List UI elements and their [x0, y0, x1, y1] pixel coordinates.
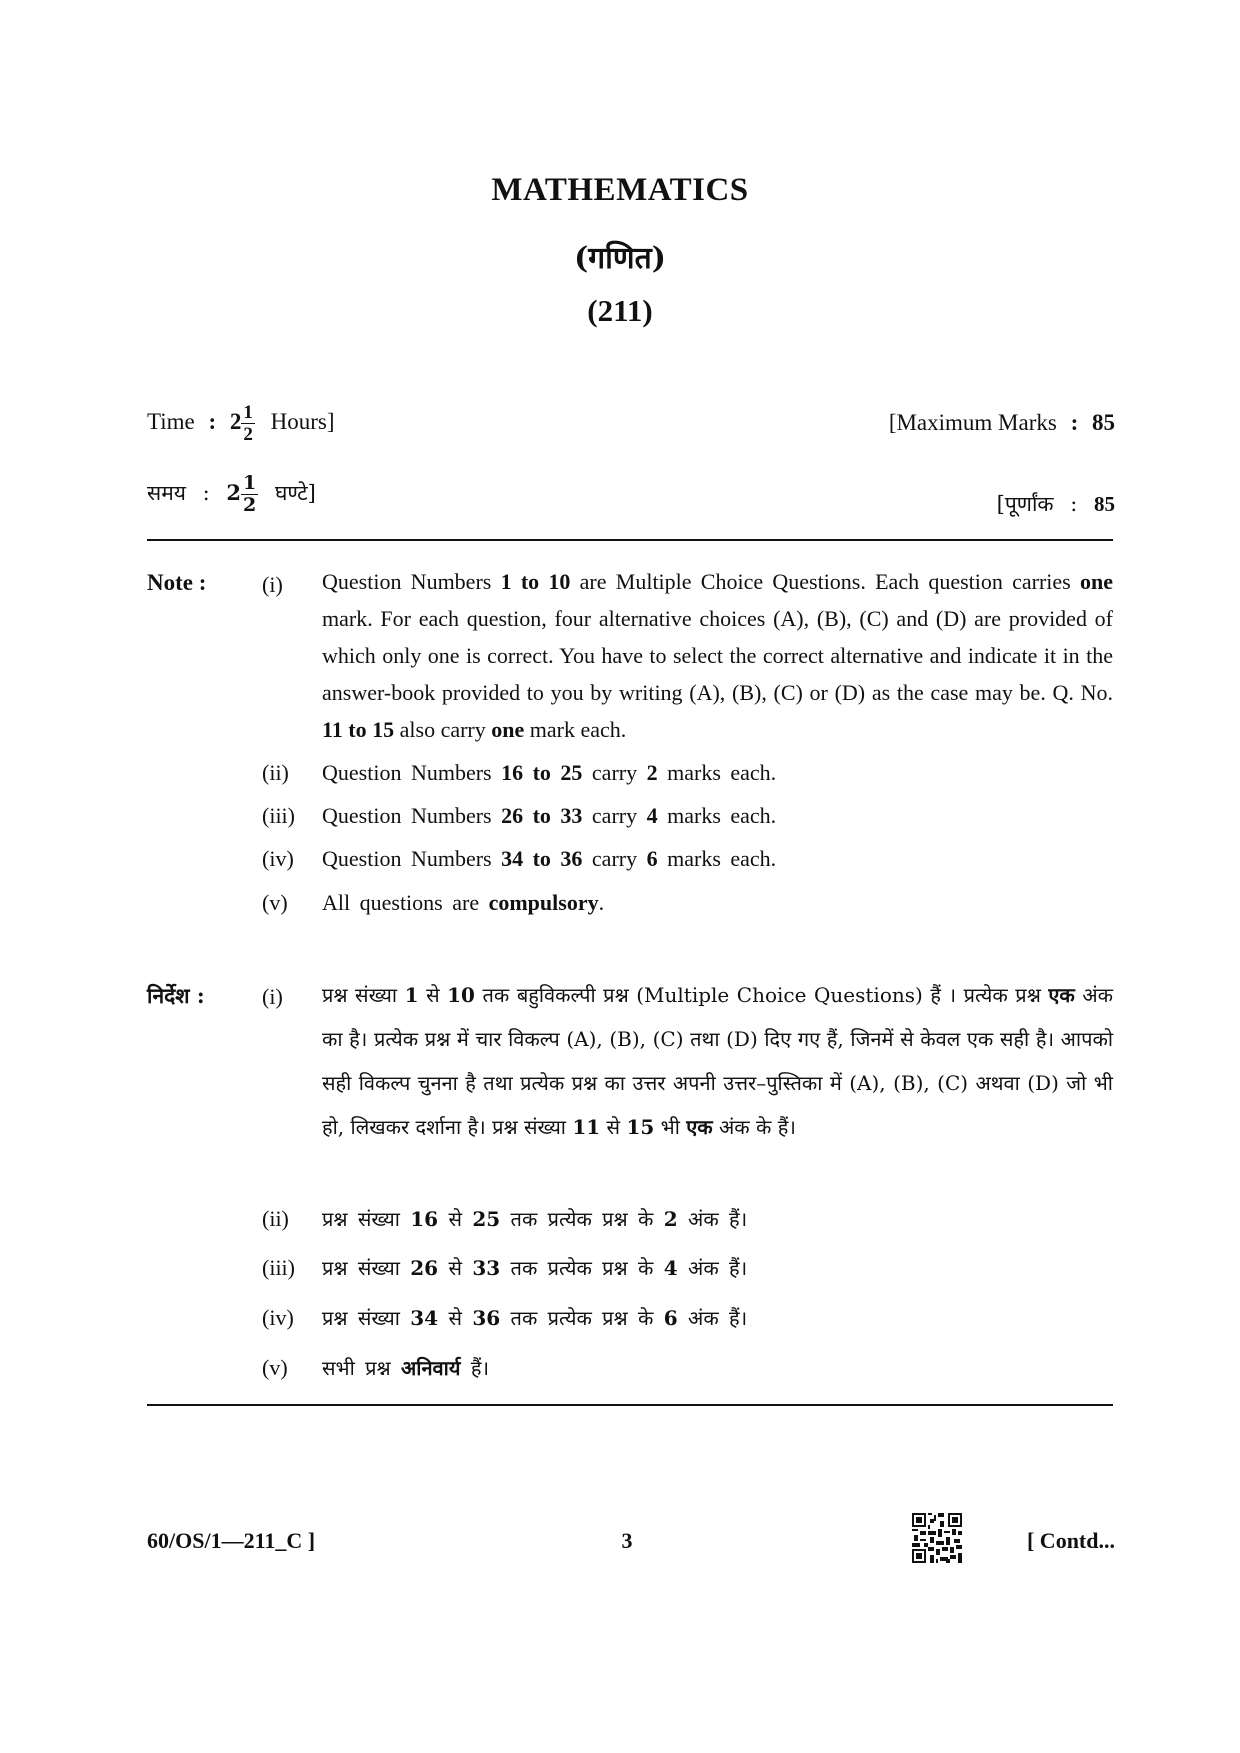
text: तक प्रत्येक प्रश्न के — [500, 1256, 664, 1280]
text: प्रश्न संख्या — [322, 1256, 411, 1280]
bold-text: 26 — [410, 1256, 439, 1280]
text: से — [438, 1306, 473, 1330]
top-divider — [147, 539, 1113, 541]
note-en-item-2 — [322, 760, 776, 786]
text: Question Numbers — [322, 760, 502, 785]
note-label-hindi: निर्देश : — [147, 983, 205, 1008]
marks-sep: : — [1070, 410, 1079, 435]
text: प्रश्न संख्या — [322, 983, 405, 1007]
note-hi-num-1: (i) — [262, 984, 283, 1009]
time-sep: : — [208, 408, 217, 434]
qr-code-icon — [912, 1513, 962, 1563]
note-en-item-1 — [322, 563, 1113, 748]
text: carry — [582, 760, 647, 785]
bold-text: 1 — [404, 983, 419, 1007]
text: mark each. — [524, 717, 627, 742]
note-en-num-5: (v) — [262, 890, 288, 915]
bold-text: compulsory — [488, 890, 599, 915]
marks-sep-hi: : — [1070, 492, 1078, 516]
text: Question Numbers — [322, 803, 502, 828]
page-number: 3 — [621, 1528, 633, 1553]
note-en-item-4 — [322, 846, 776, 872]
text: भी — [654, 1115, 687, 1139]
time-frac-den-hi: 2 — [243, 494, 257, 516]
note-hi-item-5 — [322, 1354, 489, 1381]
text: से — [418, 983, 448, 1007]
bold-text: one — [1080, 569, 1113, 594]
bold-text: 34 to 36 — [501, 846, 583, 871]
text: सभी प्रश्न — [322, 1356, 401, 1380]
subject-title-hindi: (गणित) — [574, 241, 666, 276]
note-en-num-2: (ii) — [262, 760, 289, 785]
text: All questions are — [322, 890, 489, 915]
bold-text: 15 — [626, 1115, 655, 1139]
bold-text: 11 to 15 — [322, 717, 395, 742]
note-en-num-4: (iv) — [262, 846, 294, 871]
text: अंक हैं। — [677, 1207, 748, 1231]
text: तक प्रत्येक प्रश्न के — [500, 1306, 664, 1330]
bold-text: 1 to 10 — [500, 569, 571, 594]
time-frac-num-hi: 1 — [243, 472, 257, 494]
bold-text: 26 to 33 — [501, 803, 583, 828]
time-hi — [147, 473, 316, 516]
bold-text: 2 — [663, 1207, 678, 1231]
text: से — [438, 1207, 473, 1231]
subject-code: (211) — [587, 293, 653, 328]
text: प्रश्न संख्या — [322, 1207, 411, 1231]
note-hi-item-4 — [322, 1304, 747, 1331]
bold-text: 4 — [663, 1256, 678, 1280]
note-hi-num-2: (ii) — [262, 1206, 289, 1231]
time-label: Time — [147, 408, 195, 434]
bold-text: 2 — [646, 760, 658, 785]
note-hi-num-3: (iii) — [262, 1255, 295, 1280]
max-marks-en — [889, 410, 1115, 436]
max-marks-value: 85 — [1092, 410, 1115, 435]
bold-text: 36 — [472, 1306, 501, 1330]
text: marks each. — [657, 803, 777, 828]
bold-text: 11 — [572, 1115, 601, 1139]
note-en-item-3 — [322, 803, 776, 829]
time-sep-hi: : — [202, 481, 210, 505]
bold-text: 25 — [472, 1207, 501, 1231]
time-whole: 2 — [229, 408, 242, 434]
bold-text: 16 — [410, 1207, 439, 1231]
text: . — [598, 890, 605, 915]
bold-text: एक — [1048, 983, 1075, 1007]
note-hi-num-5: (v) — [262, 1355, 288, 1380]
note-en-num-3: (iii) — [262, 803, 295, 828]
contd-label: [ Contd... — [1026, 1528, 1115, 1553]
bold-text: one — [491, 717, 525, 742]
note-label: Note : — [147, 570, 207, 595]
time-fraction — [241, 402, 255, 445]
time-en — [147, 402, 335, 445]
bold-text: अनिवार्य — [401, 1356, 461, 1380]
bold-text: 10 — [447, 983, 475, 1007]
subject-title: MATHEMATICS — [491, 172, 749, 208]
text: हैं। — [460, 1356, 490, 1380]
text: marks each. — [657, 846, 777, 871]
text: carry — [582, 803, 647, 828]
time-unit-hi: घण्टे] — [274, 481, 316, 505]
note-hi-item-3 — [322, 1254, 747, 1281]
text: अंक का है। प्रत्येक प्रश्न में चार विकल्प (A), (B), (C) तथा (D) दिए गए हैं, जिनमें से केवल एक सही है। आपको सही विकल्प चुनना है तथा प्रत्येक प्रश्न का उत्तर अपनी उत्तर–पुस्तिका में (A), (B), (C) अथवा (D) जो भी हो, लिखकर दर्शाना है। प्रश्न संख्या — [322, 983, 1113, 1139]
text: प्रश्न संख्या — [322, 1306, 411, 1330]
text: Question Numbers — [322, 846, 502, 871]
time-unit: Hours] — [270, 408, 335, 434]
text: carry — [582, 846, 647, 871]
bold-text: 16 to 25 — [501, 760, 583, 785]
bold-text: 6 — [646, 846, 658, 871]
bold-text: 33 — [472, 1256, 501, 1280]
max-marks-label: [Maximum Marks — [888, 410, 1057, 435]
text: तक बहुविकल्पी प्रश्न (Multiple Choice Questions) हैं । प्रत्येक प्रश्न — [474, 983, 1049, 1007]
text: तक प्रत्येक प्रश्न के — [500, 1207, 664, 1231]
max-marks-label-hi: [पूर्णांक — [996, 492, 1054, 516]
note-hi-item-2 — [322, 1205, 747, 1232]
bold-text: एक — [686, 1115, 713, 1139]
text: marks each. — [657, 760, 777, 785]
time-label-hi: समय — [147, 481, 186, 505]
bold-text: 4 — [646, 803, 658, 828]
note-hi-num-4: (iv) — [262, 1305, 294, 1330]
note-hi-item-1 — [322, 973, 1113, 1149]
text: also carry — [394, 717, 492, 742]
bold-text: 6 — [663, 1306, 678, 1330]
time-whole-hi: 2 — [226, 480, 242, 505]
text: से — [438, 1256, 473, 1280]
note-en-num-1: (i) — [262, 572, 283, 597]
max-marks-hi — [997, 490, 1115, 518]
max-marks-value-hi: 85 — [1094, 492, 1115, 516]
text: are Multiple Choice Questions. Each question carries — [570, 569, 1080, 594]
note-en-item-5 — [322, 890, 604, 916]
text: Question Numbers — [322, 569, 501, 594]
text: अंक हैं। — [677, 1256, 748, 1280]
time-frac-den: 2 — [243, 424, 253, 445]
text: से — [600, 1115, 627, 1139]
time-fraction-hi — [241, 473, 258, 516]
text: अंक हैं। — [677, 1306, 748, 1330]
paper-code: 60/OS/1—211_C ] — [147, 1528, 316, 1553]
text: mark. For each question, four alternative choices (A), (B), (C) and (D) are provided of which only one is correct. You have to select the correct alternative and indicate it in the answer-book provided to you by writing (A), (B), (C) or (D) as the case may be. Q. No. — [322, 606, 1113, 705]
bottom-divider — [147, 1404, 1113, 1406]
time-frac-num: 1 — [243, 402, 253, 423]
bold-text: 34 — [410, 1306, 439, 1330]
text: अंक के हैं। — [712, 1115, 796, 1139]
